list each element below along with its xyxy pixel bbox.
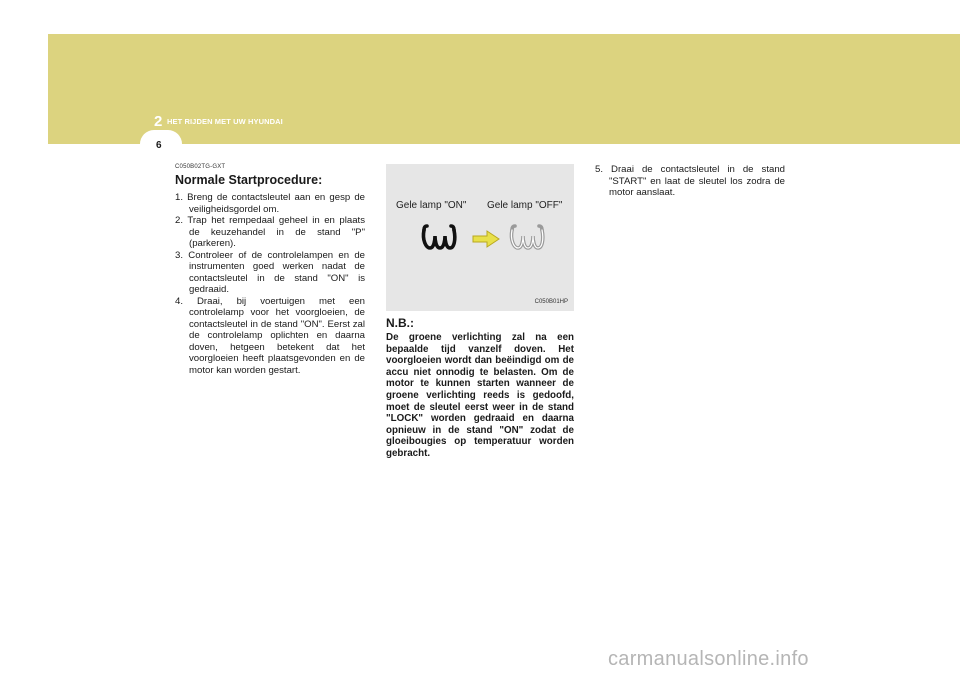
left-column [175, 164, 365, 376]
note-title: N.B.: [386, 316, 414, 330]
step-item: 5. Draai de contactsleutel in de stand "START" en laat de sleutel los zodra de motor aanslaat. [595, 164, 785, 198]
label-lamp-on: Gele lamp "ON" [396, 200, 467, 211]
step-item: 1. Breng de contactsleutel aan en gesp de veiligheidsgordel om. [175, 192, 365, 215]
chapter-title: HET RIJDEN MET UW HYUNDAI [167, 117, 283, 126]
figure-code: C050B01HP [534, 299, 568, 305]
label-lamp-off: Gele lamp "OFF" [487, 200, 563, 211]
glow-plug-lamp-on-icon [420, 222, 458, 252]
page-number: 6 [156, 140, 162, 151]
step-item: 3. Controleer of de controlelampen en de instrumenten goed werken nadat de contactsleutel in de stand "ON" is gedraaid. [175, 249, 365, 295]
section-code: C050B02TG-GXT [175, 164, 226, 170]
step-item: 4. Draai, bij voertuigen met een controlelamp voor het voorgloeien, de contactsleutel in de stand "ON". Eerst zal de controlelamp oplichten en daarna doven, hetgeen betekent dat het voorgloeien heeft plaatsgevonden en de motor kan worden gestart. [175, 295, 365, 376]
glow-lamp-figure [386, 164, 574, 311]
section-title: Normale Startprocedure: [175, 173, 323, 187]
glow-plug-lamp-off-icon [508, 222, 546, 252]
watermark: carmanualsonline.info [608, 648, 809, 670]
steps-list [175, 192, 365, 376]
arrow-right-icon [472, 230, 500, 248]
right-column [595, 164, 785, 199]
note-block [386, 316, 574, 460]
chapter-number: 2 [154, 113, 163, 130]
steps-list-continued [595, 164, 785, 199]
header-band [48, 34, 960, 144]
note-body: De groene verlichting zal na een bepaalde tijd vanzelf doven. Het voorgloeien wordt dan beëindigd om de accu niet onnodig te belasten. Om de motor te kunnen starten wanneer de groene verlichting reeds is gedoofd, moet de sleutel eerst weer in de stand "LOCK" worden gedraaid en daarna opnieuw in de stand "ON" zodat de gloeibougies op temperatuur worden gebracht. [386, 332, 574, 459]
step-item: 2. Trap het rempedaal geheel in en plaats de keuzehandel in de stand "P" (parkeren). [175, 215, 365, 249]
